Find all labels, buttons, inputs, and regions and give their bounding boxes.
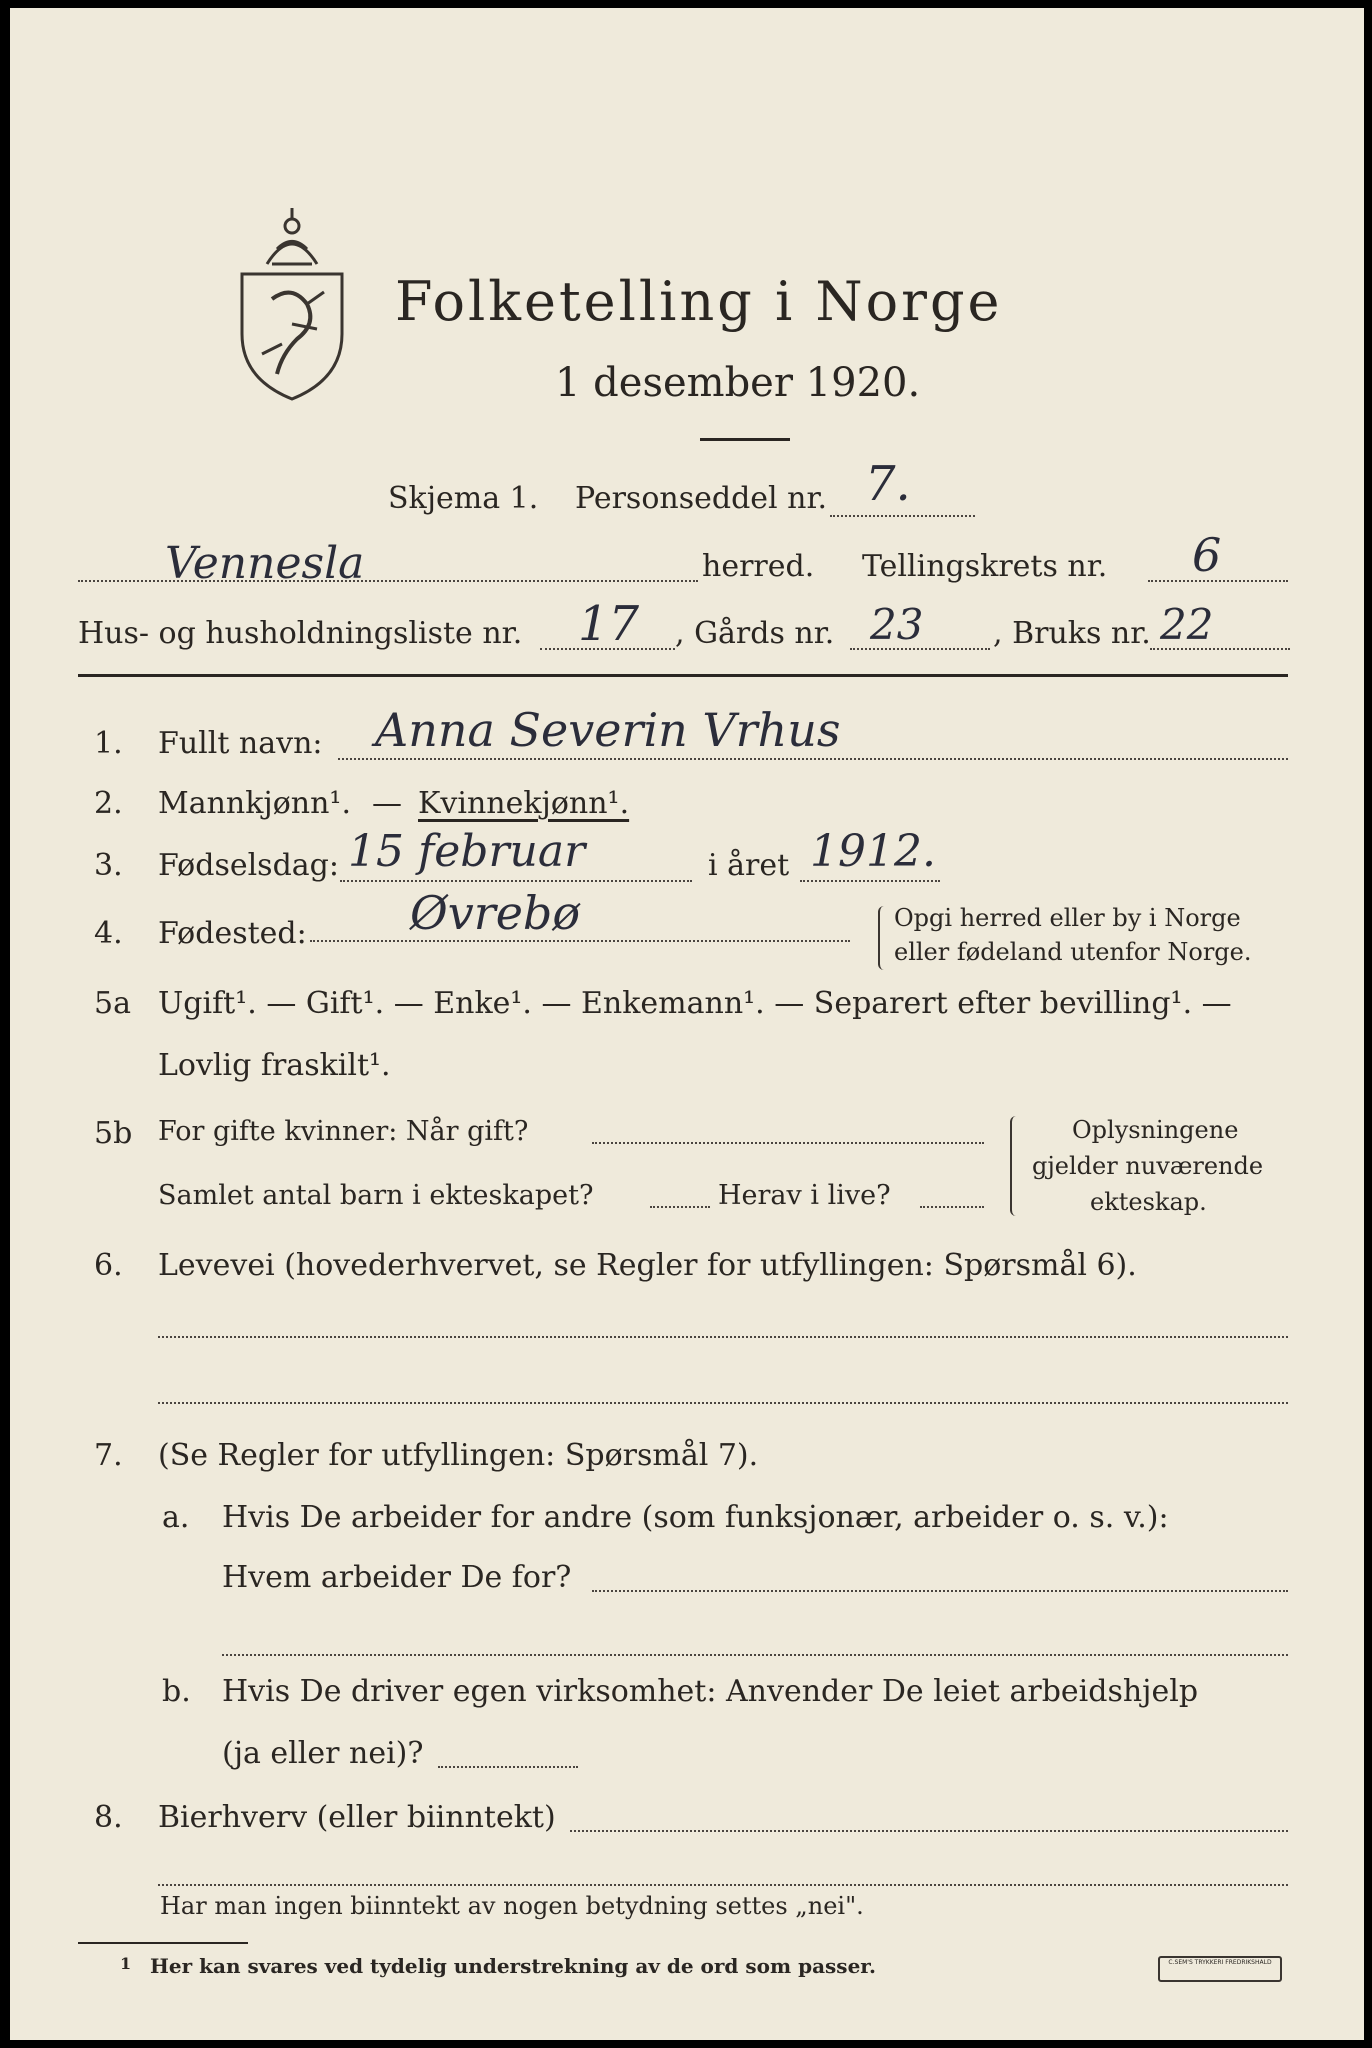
form-date: 1 desember 1920.	[555, 360, 921, 406]
personseddel-label: Personseddel nr.	[575, 481, 828, 516]
q2-sep: —	[372, 786, 402, 821]
skjema-label: Skjema 1.	[388, 481, 539, 516]
q5b-live-line	[920, 1206, 984, 1208]
q2-number: 2.	[94, 786, 123, 821]
q7b-letter: b.	[162, 1674, 191, 1709]
q7a-hvem: Hvem arbeider De for?	[222, 1560, 572, 1595]
printer-stamp: C.SEM'S TRYKKERI FREDRIKSHALD	[1158, 1956, 1282, 1982]
q7a-question: Hvis De arbeider for andre (som funksjonær, arbeider o. s. v.):	[222, 1500, 1169, 1535]
q7a-line1	[592, 1590, 1288, 1592]
q5b-naar-gift: For gifte kvinner: Når gift?	[158, 1116, 529, 1147]
herred-value[interactable]: Vennesla	[165, 538, 365, 589]
q8-line1	[570, 1830, 1288, 1832]
q5b-i-live: Herav i live?	[718, 1180, 891, 1211]
q1-line	[338, 758, 1288, 760]
q2-male[interactable]: Mannkjønn¹.	[158, 786, 351, 821]
header-divider	[78, 674, 1288, 677]
q5b-brace	[1010, 1116, 1022, 1216]
q5b-note1: Oplysningene	[1072, 1116, 1239, 1144]
q6-line1	[158, 1336, 1288, 1338]
nei-note: Har man ingen biinntekt av nogen betydning settes „nei".	[160, 1892, 864, 1920]
q1-value[interactable]: Anna Severin Vrhus	[375, 703, 841, 757]
q5b-barn: Samlet antal barn i ekteskapet?	[158, 1180, 594, 1211]
census-form-page	[10, 8, 1364, 2040]
q5a-number: 5a	[94, 986, 131, 1021]
hus-value[interactable]: 17	[578, 596, 640, 652]
tellingskrets-label: Tellingskrets nr.	[862, 549, 1108, 584]
q7b-ja-nei: (ja eller nei)?	[222, 1736, 424, 1771]
q3-number: 3.	[94, 848, 123, 883]
q4-line	[310, 940, 850, 942]
q4-label: Fødested:	[158, 916, 307, 951]
q4-number: 4.	[94, 916, 123, 951]
personseddel-value[interactable]: 7.	[865, 456, 911, 512]
q5b-note2: gjelder nuværende	[1032, 1152, 1264, 1180]
q7-number: 7.	[94, 1438, 123, 1473]
q8-line2	[158, 1884, 1288, 1886]
q5b-barn-line	[650, 1206, 710, 1208]
gards-value[interactable]: 23	[870, 600, 924, 649]
q3-value[interactable]: 15 februar	[348, 826, 586, 877]
coat-of-arms-icon	[232, 204, 352, 404]
q3-label: Fødselsdag:	[158, 848, 339, 883]
q6-label: Levevei (hovederhvervet, se Regler for utfyllingen: Spørsmål 6).	[158, 1248, 1137, 1283]
q6-number: 6.	[94, 1248, 123, 1283]
q7a-line2	[222, 1654, 1288, 1656]
q7-label: (Se Regler for utfyllingen: Spørsmål 7).	[158, 1438, 759, 1473]
title-rule	[700, 438, 790, 441]
q3-line	[340, 880, 692, 882]
q7b-line	[438, 1766, 578, 1768]
q5a-options[interactable]: Ugift¹. — Gift¹. — Enke¹. — Enkemann¹. — Separert efter bevilling¹. —	[158, 986, 1232, 1021]
q1-label: Fullt navn:	[158, 726, 323, 761]
q8-label: Bierhverv (eller biinntekt)	[158, 1800, 556, 1835]
q4-note2: eller fødeland utenfor Norge.	[894, 938, 1252, 966]
q3-year-value[interactable]: 1912.	[810, 826, 936, 877]
q6-line2	[158, 1402, 1288, 1404]
tellingskrets-value[interactable]: 6	[1192, 528, 1222, 582]
footnote-mark: 1	[120, 1954, 132, 1973]
footnote-text: Her kan svares ved tydelig understrekning av de ord som passer.	[150, 1954, 876, 1978]
q4-note1: Opgi herred eller by i Norge	[894, 904, 1241, 932]
personseddel-line	[830, 515, 975, 517]
q5a-fraskilt[interactable]: Lovlig fraskilt¹.	[158, 1048, 391, 1083]
bruks-label: , Bruks nr.	[993, 616, 1151, 651]
q8-number: 8.	[94, 1800, 123, 1835]
q5b-gift-line	[592, 1142, 984, 1144]
q7a-letter: a.	[162, 1500, 190, 1535]
q5b-number: 5b	[94, 1116, 133, 1151]
q2-female[interactable]: Kvinnekjønn¹.	[418, 786, 630, 821]
q4-value[interactable]: Øvrebø	[410, 886, 581, 940]
gards-label: , Gårds nr.	[675, 616, 835, 651]
herred-label: herred.	[702, 549, 815, 584]
q3-year-label: i året	[708, 848, 790, 883]
q1-number: 1.	[94, 726, 123, 761]
q5b-note3: ekteskap.	[1090, 1188, 1207, 1216]
q7b-question: Hvis De driver egen virksomhet: Anvender De leiet arbeidshjelp	[222, 1674, 1199, 1709]
bruks-value[interactable]: 22	[1160, 600, 1214, 649]
footnote-rule	[78, 1942, 248, 1944]
q3-year-line	[800, 880, 940, 882]
hus-label: Hus- og husholdningsliste nr.	[78, 616, 523, 651]
form-title: Folketelling i Norge	[395, 270, 1003, 333]
q4-brace	[878, 906, 890, 970]
